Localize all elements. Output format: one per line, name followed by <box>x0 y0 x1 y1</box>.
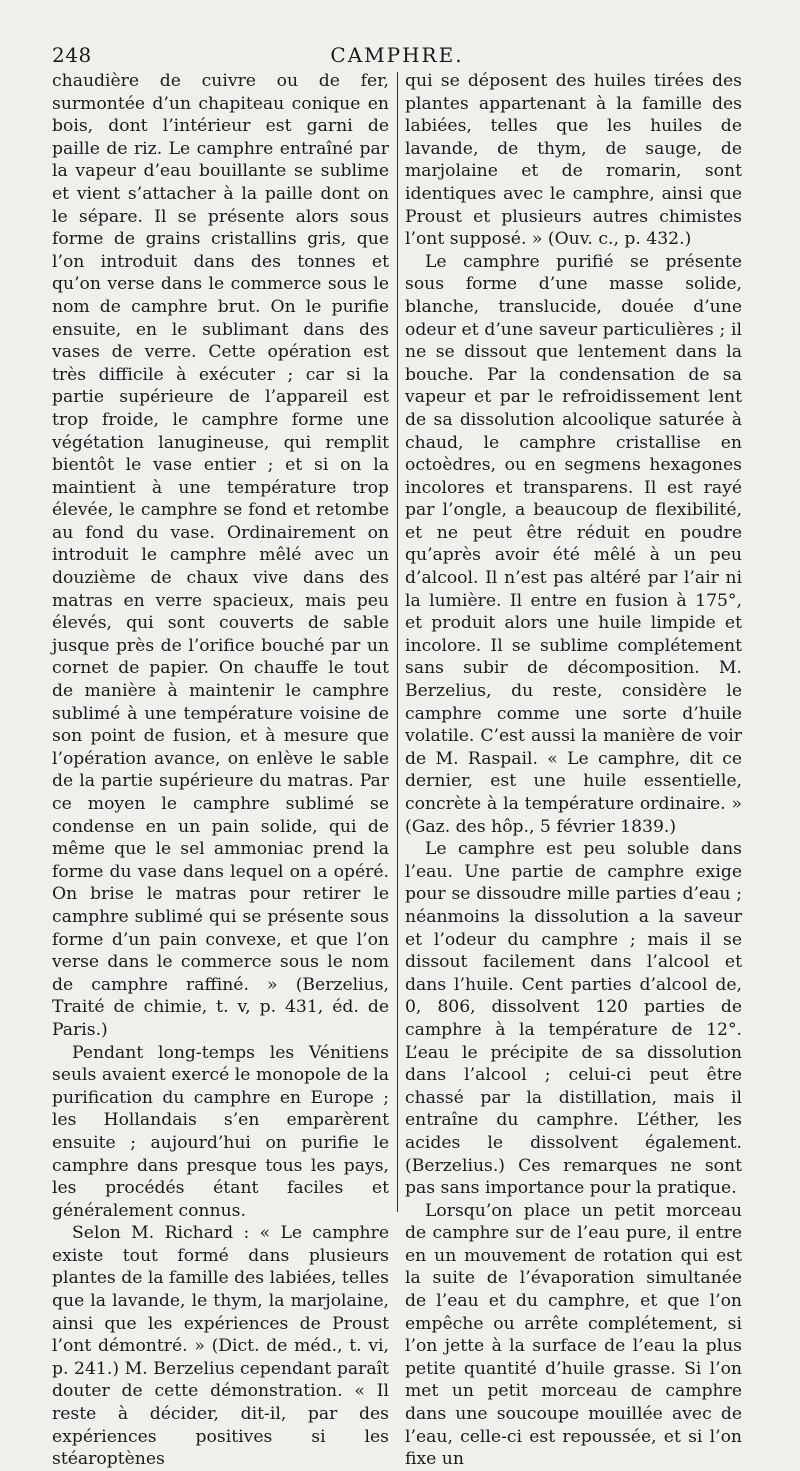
paragraph: Lorsqu’on place un petit morceau de camphre sur de l’eau pure, il entre en un mouvement de rotation qui est la suite de l’évaporation simultanée de l’eau et du camphre, et que l’on empêche ou arrête complétement, si l’on jette à la surface de l’eau la plus petite quantité d’huile grasse. Si l’on met un petit morceau de camphre dans une soucoupe mouillée avec de l’eau, celle-ci est repoussée, et si l’on fixe un <box>405 1200 742 1470</box>
paragraph: Selon M. Richard : « Le camphre existe tout formé dans plusieurs plantes de la famille des labiées, telles que la lavande, le thym, la marjolaine, ainsi que les expériences de Proust l’ont démontré. » (Dict. de méd., t. vi, p. 241.) M. Berzelius cependant paraît douter de cette démonstration. « Il reste à décider, dit-il, par des expériences positives si les stéaroptènes <box>52 1223 389 1470</box>
right-column <box>405 70 742 1471</box>
page-number: 248 <box>52 43 92 67</box>
paragraph: Pendant long-temps les Vénitiens seuls avaient exercé le monopole de la purification du camphre en Europe ; les Hollandais s’en emparèrent ensuite ; aujourd’hui on purifie le camphre dans presque tous les pays, les procédés étant faciles et généralement connus. <box>52 1042 389 1221</box>
paragraph: qui se déposent des huiles tirées des plantes appartenant à la famille des labiées, telles que les huiles de lavande, de thym, de sauge, de marjolaine et de romarin, sont identiques avec le camphre, ainsi que Proust et plusieurs autres chimistes l’ont supposé. » (Ouv. c., p. 432.) <box>405 71 742 250</box>
paragraph: Le camphre purifié se présente sous forme d’une masse solide, blanche, translucide, douée d’une odeur et d’une saveur particulières ; il ne se dissout que lentement dans la bouche. Par la condensation de sa vapeur et par le refroidissement lent de sa dissolution alcoolique saturée à chaud, le camphre cristallise en octoèdres, ou en segmens hexagones incolores et transparens. Il est rayé par l’ongle, a beaucoup de flexibilité, et ne peut être réduit en poudre qu’après avoir été mêlé à un peu d’alcool. Il n’est pas altéré par l’air ni la lumière. Il entre en fusion à 175°, et produit alors une huile limpide et incolore. Il se sublime complétement sans subir de décomposition. M. Berzelius, du reste, considère le camphre comme une sorte d’huile volatile. C’est aussi la manière de voir de M. Raspail. « Le camphre, dit ce dernier, est une huile essentielle, concrète à la température ordinaire. » (Gaz. des hôp., 5 février 1839.) <box>405 251 742 837</box>
paragraph: Le camphre est peu soluble dans l’eau. Une partie de camphre exige pour se dissoudre mille parties d’eau ; néanmoins la dissolution a la saveur et l’odeur du camphre ; mais il se dissout facilement dans l’alcool et dans l’huile. Cent parties d’alcool de, 0, 806, dissolvent 120 parties de camphre à la température de 12°. L’eau le précipite de sa dissolution dans l’alcool ; celui-ci peut être chassé par la distillation, mais il entraîne du camphre. L’éther, les acides le dissolvent également. (Berzelius.) Ces remarques ne sont pas sans importance pour la pratique. <box>405 839 742 1199</box>
paragraph: chaudière de cuivre ou de fer, surmontée d’un chapiteau conique en bois, dont l’intérieur est garni de paille de riz. Le camphre entraîné par la vapeur d’eau bouillante se sublime et vient s’attacher à la paille dont on le sépare. Il se présente alors sous forme de grains cristallins gris, que l’on introduit dans des tonnes et qu’on verse dans le commerce sous le nom de camphre brut. On le purifie ensuite, en le sublimant dans des vases de verre. Cette opération est très difficile à exécuter ; car si la partie supérieure de l’appareil est trop froide, le camphre forme une végétation lanugineuse, qui remplit bientôt le vase entier ; et si on la maintient à une température trop élevée, le camphre se fond et retombe au fond du vase. Ordinairement on introduit le camphre mêlé avec un douzième de chaux vive dans des matras en verre spacieux, mais peu élevés, qui sont couverts de sable jusque près de l’orifice bouché par un cornet de papier. On chauffe le tout de manière à maintenir le camphre sublimé à une température voisine de son point de fusion, et à mesure que l’opération avance, on enlève le sable de la partie supérieure du matras. Par ce moyen le camphre sublimé se condense en un pain solide, qui de même que le sel ammoniac prend la forme du vase dans lequel on a opéré. On brise le matras pour retirer le camphre sublimé qui se présente sous forme d’un pain convexe, et que l’on verse dans le commerce sous le nom de camphre raffiné. » (Berzelius, Traité de chimie, t. v, p. 431, éd. de Paris.) <box>52 71 389 1040</box>
page-header <box>52 40 742 70</box>
left-column <box>52 70 389 1471</box>
text-columns <box>52 70 742 1470</box>
book-page <box>52 40 742 1470</box>
column-divider <box>397 72 398 1212</box>
running-title: CAMPHRE. <box>330 43 464 67</box>
